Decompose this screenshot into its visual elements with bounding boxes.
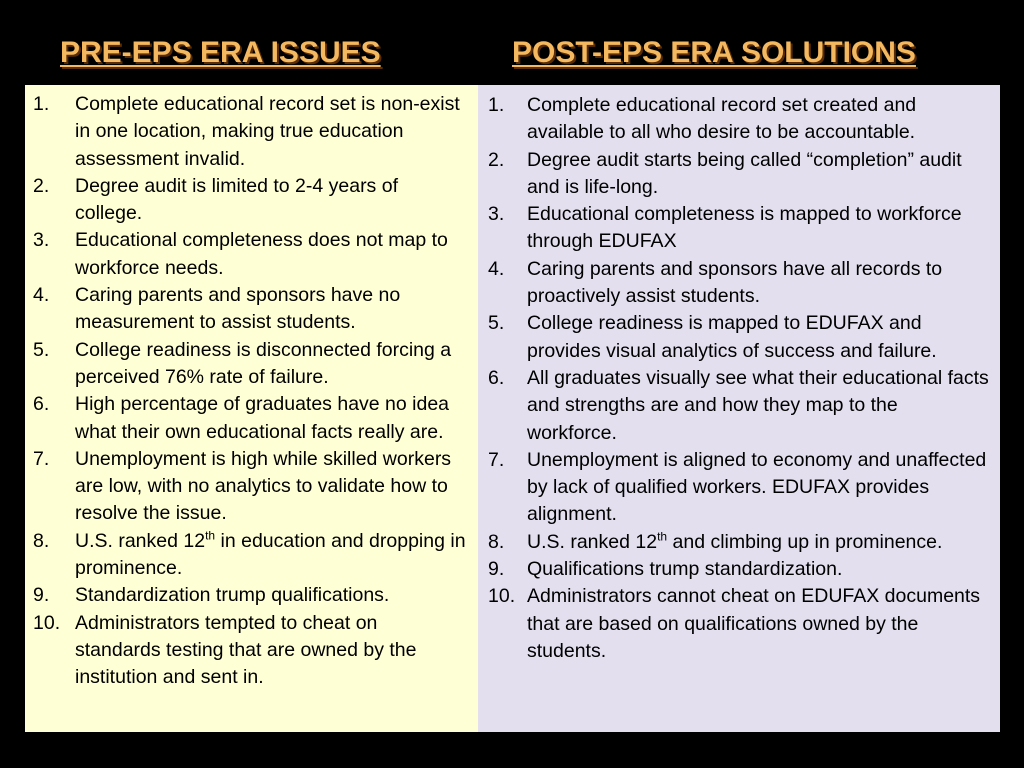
item-number: 9. bbox=[488, 558, 505, 581]
item-text: Standardization trump qualifications. bbox=[75, 584, 390, 607]
item-text: Degree audit starts being called “completion” audit and is life-long. bbox=[527, 148, 962, 198]
list-item bbox=[33, 91, 468, 173]
item-text: Caring parents and sponsors have no measurement to assist students. bbox=[75, 284, 401, 334]
item-text: College readiness is disconnected forcing a perceived 76% rate of failure. bbox=[75, 338, 452, 388]
pre-eps-issues-panel bbox=[25, 85, 478, 732]
item-number: 2. bbox=[33, 174, 50, 197]
item-number: 3. bbox=[33, 229, 50, 252]
item-text: Caring parents and sponsors have all records to proactively assist students. bbox=[527, 257, 943, 308]
post-eps-solutions-panel bbox=[478, 85, 1000, 732]
list-item bbox=[33, 391, 468, 446]
item-number: 4. bbox=[488, 257, 505, 280]
item-number: 6. bbox=[33, 393, 50, 416]
item-text: High percentage of graduates have no idea what their own educational facts really are. bbox=[75, 393, 450, 443]
item-text: Unemployment is aligned to economy and unaffected by lack of qualified workers. EDUFAX provides alignment. bbox=[527, 448, 987, 526]
list-item bbox=[488, 529, 990, 556]
item-text: All graduates visually see what their educational facts and strengths are and how they map to the workforce. bbox=[527, 366, 989, 444]
item-text-post: in education and dropping in prominence. bbox=[75, 529, 466, 580]
list-item bbox=[33, 227, 468, 282]
list-item bbox=[33, 582, 468, 609]
list-item bbox=[488, 256, 990, 311]
item-text: Unemployment is high while skilled workers are low, with no analytics to validate how to resolve the issue. bbox=[75, 447, 452, 525]
item-number: 1. bbox=[488, 94, 505, 116]
list-item bbox=[33, 528, 468, 583]
list-item bbox=[33, 337, 468, 392]
list-item bbox=[488, 583, 990, 665]
item-number: 9. bbox=[33, 584, 50, 607]
list-item bbox=[488, 447, 990, 529]
item-number: 5. bbox=[488, 312, 505, 335]
item-text-pre: U.S. ranked 12 bbox=[527, 530, 658, 553]
item-text: Educational completeness is mapped to workforce through EDUFAX bbox=[527, 203, 962, 253]
item-number: 10. bbox=[488, 585, 516, 608]
list-item bbox=[488, 556, 990, 583]
ordinal-suffix: th bbox=[205, 528, 216, 543]
item-text: Administrators cannot cheat on EDUFAX documents that are based on qualifications owned by the students. bbox=[527, 585, 981, 662]
list-item bbox=[33, 282, 468, 337]
pre-eps-issues-list bbox=[33, 91, 468, 692]
item-number: 1. bbox=[33, 93, 50, 115]
list-item bbox=[33, 446, 468, 528]
item-number: 5. bbox=[33, 338, 50, 361]
item-text: Educational completeness does not map to workforce needs. bbox=[75, 229, 448, 279]
post-eps-heading: POST-EPS ERA SOLUTIONS bbox=[512, 36, 916, 69]
item-number: 2. bbox=[488, 148, 505, 171]
item-number: 10. bbox=[33, 611, 61, 634]
item-text: Administrators tempted to cheat on standards testing that are owned by the institution and sent in. bbox=[75, 611, 417, 689]
item-text-pre: U.S. ranked 12 bbox=[75, 529, 206, 552]
item-number: 6. bbox=[488, 366, 505, 389]
item-number: 3. bbox=[488, 203, 505, 226]
list-item bbox=[33, 173, 468, 228]
item-number: 7. bbox=[33, 447, 50, 470]
pre-eps-heading: PRE-EPS ERA ISSUES bbox=[60, 36, 381, 69]
item-text-post: and climbing up in prominence. bbox=[667, 530, 943, 553]
item-number: 7. bbox=[488, 448, 505, 471]
list-item bbox=[488, 147, 990, 202]
item-number: 4. bbox=[33, 284, 50, 307]
list-item bbox=[33, 610, 468, 692]
list-item bbox=[488, 92, 990, 147]
ordinal-suffix: th bbox=[657, 529, 668, 544]
item-text: Complete educational record set created and available to all who desire to be accountable. bbox=[527, 94, 917, 144]
post-eps-solutions-list bbox=[488, 92, 990, 665]
item-number: 8. bbox=[33, 529, 50, 552]
item-text: College readiness is mapped to EDUFAX and provides visual analytics of success and failure. bbox=[527, 312, 937, 362]
list-item bbox=[488, 365, 990, 447]
item-text: Complete educational record set is non-exist in one location, making true education assessment invalid. bbox=[75, 93, 460, 170]
item-text: Degree audit is limited to 2-4 years of college. bbox=[75, 174, 398, 225]
list-item bbox=[488, 310, 990, 365]
list-item bbox=[488, 201, 990, 256]
item-text: Qualifications trump standardization. bbox=[527, 558, 843, 581]
item-number: 8. bbox=[488, 530, 505, 553]
